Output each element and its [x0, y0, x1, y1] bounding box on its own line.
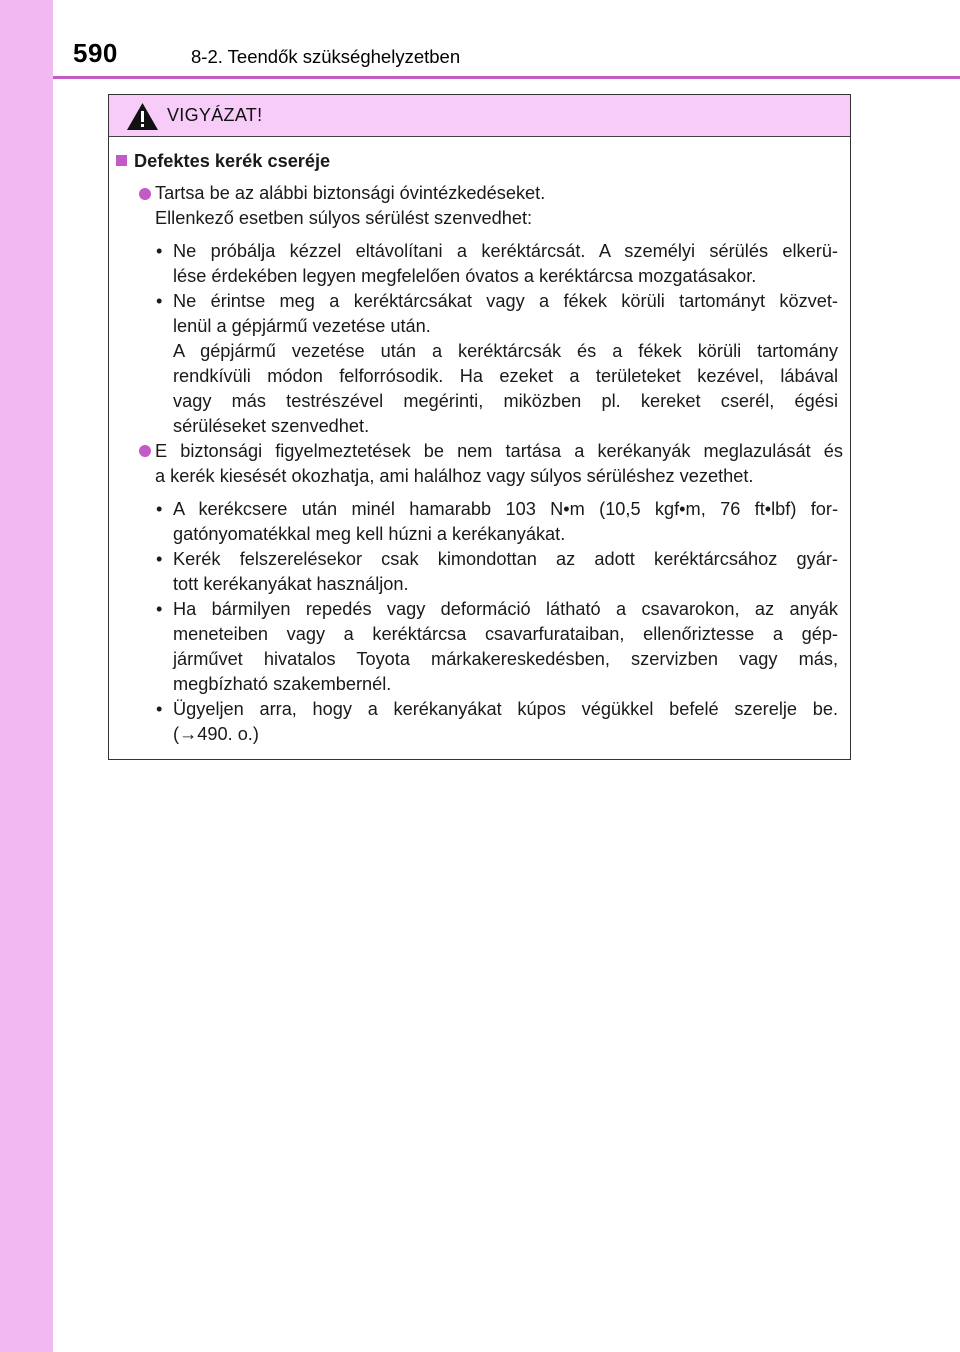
bullet-5-line-3: járművet hivatalos Toyota márkakereskedésben, szervizben vagy más,: [173, 649, 838, 669]
circle-bullet-icon: [139, 445, 151, 457]
list-bullet: •: [156, 499, 163, 519]
paragraph-1-line-1: Tartsa be az alábbi biztonsági óvintézkedéseket.: [155, 183, 546, 203]
bullet-6-line-1: Ügyeljen arra, hogy a kerékanyákat kúpos végükkel befelé szerelje be.: [173, 699, 838, 719]
bullet-2-line-3: A gépjármű vezetése után a keréktárcsák és a fékek körüli tartomány: [173, 341, 838, 361]
warning-heading: [116, 149, 330, 174]
bullet-2-line-5: vagy más testrészével megérinti, miközben pl. kereket cserél, égési: [173, 391, 838, 411]
header-divider: [53, 76, 960, 79]
paragraph-2-line-1: E biztonsági figyelmeztetések be nem tartása a kerékanyák meglazulását és: [155, 441, 843, 461]
bullet-4-line-1: Kerék felszerelésekor csak kimondottan az adott keréktárcsához gyár-: [173, 549, 838, 569]
warning-box: [108, 94, 851, 760]
paragraph-2-line-2: a kerék kiesését okozhatja, ami halálhoz vagy súlyos sérüléshez vezethet.: [155, 466, 754, 486]
bullet-3-line-1: A kerékcsere után minél hamarabb 103 N•m (10,5 kgf•m, 76 ft•lbf) for-: [173, 499, 838, 519]
list-bullet: •: [156, 291, 163, 311]
list-bullet: •: [156, 549, 163, 569]
page-reference-link[interactable]: (→490. o.): [173, 724, 259, 744]
heading-text: Defektes kerék cseréje: [134, 151, 331, 171]
bullet-2-line-2: lenül a gépjármű vezetése után.: [173, 316, 431, 336]
bullet-1-line-2: lése érdekében legyen megfelelően óvatos a keréktárcsa mozgatásakor.: [173, 266, 757, 286]
section-title: 8-2. Teendők szükséghelyzetben: [191, 46, 461, 67]
warning-label: VIGYÁZAT!: [167, 105, 263, 125]
paragraph-1-line-2: Ellenkező esetben súlyos sérülést szenvedhet:: [155, 208, 533, 228]
circle-bullet-icon: [139, 188, 151, 200]
bullet-5-line-1: Ha bármilyen repedés vagy deformáció látható a csavarokon, az anyák: [173, 599, 838, 619]
list-bullet: •: [156, 599, 163, 619]
list-bullet: •: [156, 241, 163, 261]
page-number: 590: [73, 38, 118, 68]
square-bullet-icon: [116, 155, 127, 166]
bullet-5-line-4: megbízható szakembernél.: [173, 674, 392, 694]
bullet-1-line-1: Ne próbálja kézzel eltávolítani a keréktárcsát. A személyi sérülés elkerü-: [173, 241, 838, 261]
side-color-band: [0, 0, 53, 1352]
bullet-2-line-4: rendkívüli módon felforrósodik. Ha ezeket a területeket kezével, lábával: [173, 366, 838, 386]
warning-header: [109, 95, 850, 137]
bullet-5-line-2: meneteiben vagy a keréktárcsa csavarfurataiban, ellenőriztesse a gép-: [173, 624, 838, 644]
bullet-2-line-1: Ne érintse meg a keréktárcsákat vagy a fékek körüli tartományt közvet-: [173, 291, 838, 311]
bullet-2-line-6: sérüléseket szenvedhet.: [173, 416, 370, 436]
bullet-4-line-2: tott kerékanyákat használjon.: [173, 574, 409, 594]
warning-triangle-icon: [126, 102, 159, 131]
bullet-3-line-2: gatónyomatékkal meg kell húzni a kerékanyákat.: [173, 524, 566, 544]
list-bullet: •: [156, 699, 163, 719]
